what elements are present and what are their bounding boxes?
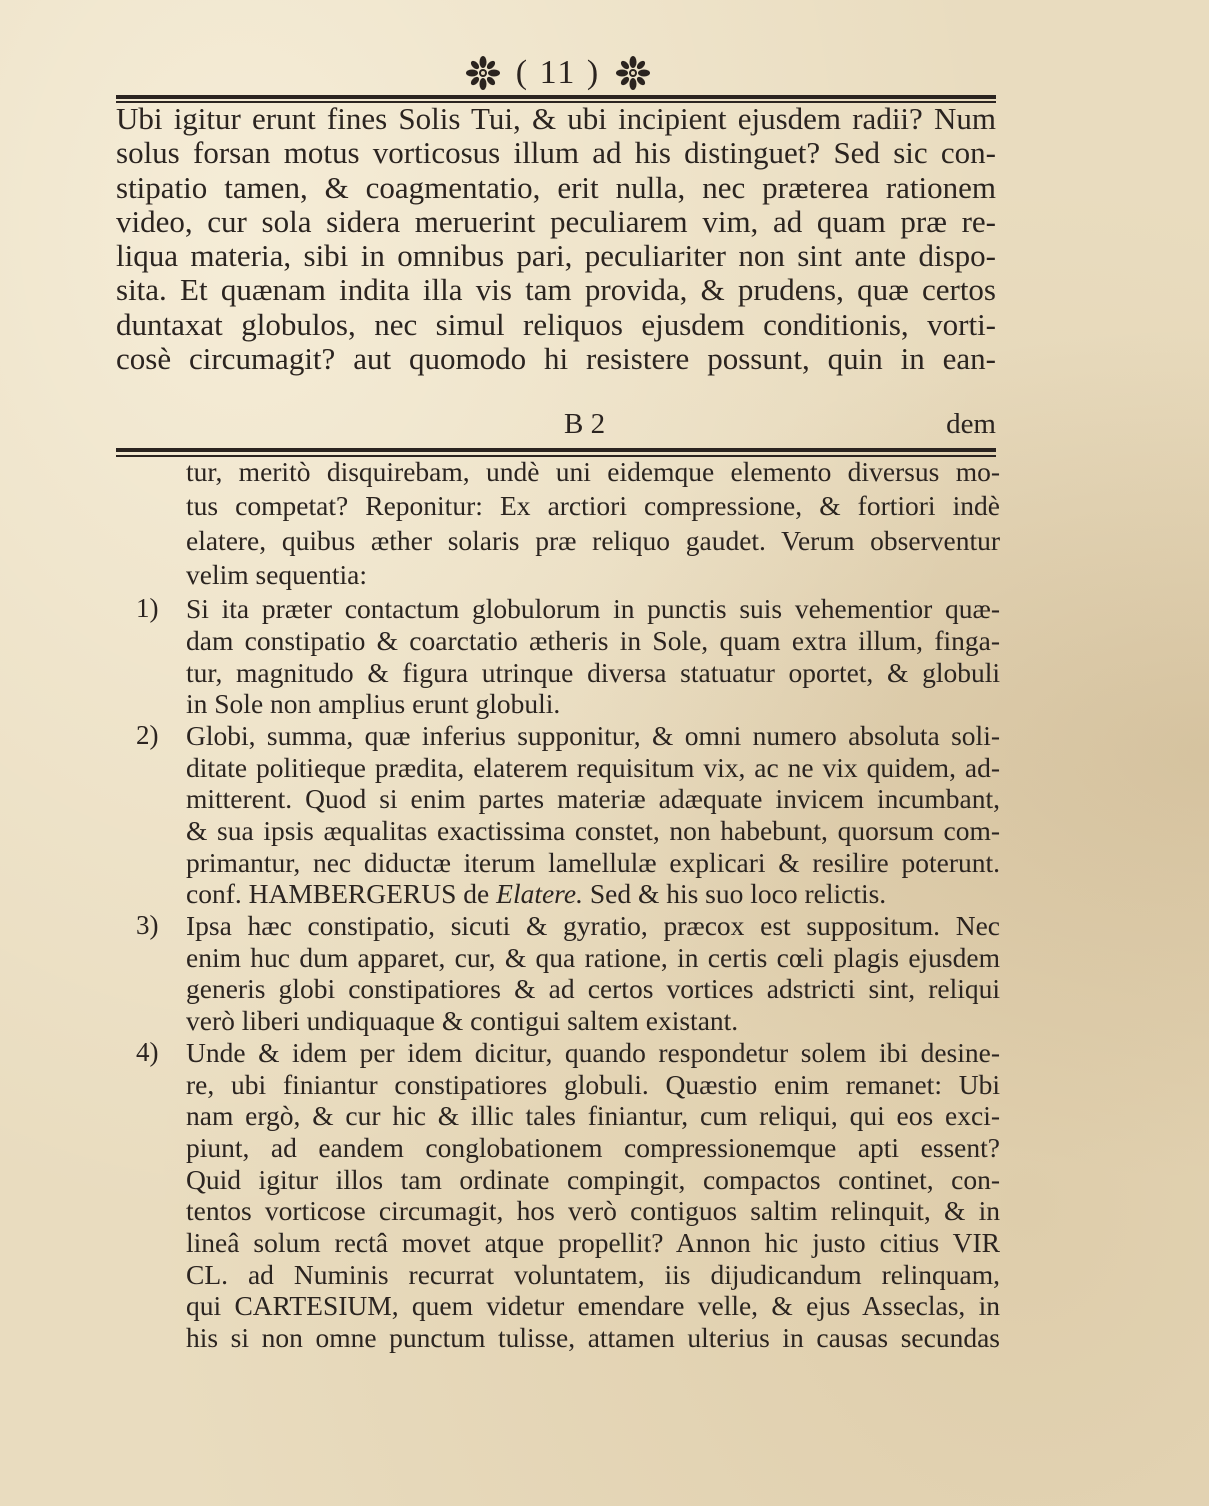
text-line: enim huc dum apparet, cur, & qua ratione, in certis cœli plagis ejusdem bbox=[186, 941, 1000, 973]
section-rule-thick bbox=[116, 448, 996, 452]
point-number: 4) bbox=[136, 1036, 159, 1067]
text-line: generis globi constipatiores & ad certos vortices adstricti sint, reliqui bbox=[186, 973, 1000, 1005]
text-line: ditate politieque prædita, elaterem requisitum vix, ac ne vix quidem, ad- bbox=[186, 751, 1000, 783]
text-line: solus forsan motus vorticosus illum ad his distinguet? Sed sic con- bbox=[116, 135, 996, 171]
text-line: video, cur sola sidera meruerint peculiarem vim, ad quam præ re- bbox=[116, 203, 996, 239]
text-line: dam constipatio & coarctatio ætheris in Sole, quam extra illum, finga- bbox=[186, 624, 1000, 656]
text-line: qui CARTESIUM, quem videtur emendare velle, & ejus Asseclas, in bbox=[186, 1290, 1000, 1322]
text-line: Ubi igitur erunt fines Solis Tui, & ubi incipient ejusdem radii? Num bbox=[116, 101, 996, 136]
text-line: cosè circumagit? aut quomodo hi resistere possunt, quin in ean- bbox=[116, 341, 996, 377]
fleuron-ornament-left-icon bbox=[466, 56, 500, 90]
main-text-block bbox=[116, 102, 996, 376]
point-number: 3) bbox=[136, 910, 159, 941]
text-line: stipatio tamen, & coagmentatio, erit nulla, nec præterea rationem bbox=[116, 169, 996, 205]
text-line: tus competat? Reponitur: Ex arctiori compressione, & fortiori indè bbox=[186, 490, 1000, 522]
text-line: & sua ipsis æqualitas exactissima constet, non habebunt, quorsum com- bbox=[186, 815, 1000, 846]
point-number: 1) bbox=[136, 593, 159, 624]
signature-mark: B 2 bbox=[564, 408, 606, 440]
text-line: Unde & idem per idem dicitur, quando respondetur solem ibi desine- bbox=[186, 1036, 1000, 1068]
page-number: ( 11 ) bbox=[515, 54, 601, 91]
text-line: CL. ad Numinis recurrat voluntatem, iis dijudicandum relinquam, bbox=[186, 1258, 1000, 1290]
text-segment: Sed & his suo loco relictis. bbox=[589, 878, 887, 910]
point-4 bbox=[138, 1037, 1000, 1354]
page-header bbox=[448, 50, 668, 96]
point-number: 2) bbox=[136, 719, 159, 750]
text-line: duntaxat globulos, nec simul reliquos ejusdem conditionis, vorti- bbox=[116, 306, 996, 342]
text-line: elatere, quibus æther solaris præ reliquo gaudet. Verum observentur bbox=[186, 524, 1000, 556]
text-line: sita. Et quænam indita illa vis tam provida, & prudens, quæ certos bbox=[116, 272, 996, 308]
text-line: tur, magnitudo & figura utrinque diversa statuatur oportet, & globuli bbox=[186, 656, 1000, 688]
intro-paragraph bbox=[138, 456, 1000, 593]
point-3 bbox=[138, 910, 1000, 1037]
text-line: Quid igitur illos tam ordinate compingit, compactos continet, con- bbox=[186, 1163, 1000, 1195]
point-1 bbox=[138, 593, 1000, 720]
text-line: in Sole non amplius erunt globuli. bbox=[186, 688, 561, 720]
text-line: Globi, summa, quæ inferius supponitur, & omni numero absoluta soli- bbox=[186, 719, 1000, 751]
text-line: nam ergò, & cur hic & illic tales finiantur, cum reliqui, qui eos exci- bbox=[186, 1100, 1000, 1132]
text-line: liqua materia, sibi in omnibus pari, peculiariter non sint ante dispo- bbox=[116, 238, 996, 274]
italic-title: Elatere. bbox=[496, 878, 583, 910]
header-rule-thick bbox=[116, 95, 996, 99]
signature-line bbox=[116, 408, 996, 442]
text-line: re, ubi finiantur constipatiores globuli. Quæstio enim remanet: Ubi bbox=[186, 1068, 1000, 1100]
fleuron-ornament-right-icon bbox=[616, 56, 650, 90]
catchword: dem bbox=[946, 408, 996, 440]
text-line: Ipsa hæc constipatio, sicuti & gyratio, præcox est suppositum. Nec bbox=[186, 910, 1000, 942]
footnote-block bbox=[138, 456, 1000, 1354]
text-line: velim sequentia: bbox=[186, 558, 367, 590]
text-line: his si non omne punctum tulisse, attamen ulterius in causas secundas bbox=[186, 1322, 1000, 1353]
text-line: Si ita præter contactum globulorum in punctis suis vehementior quæ- bbox=[186, 593, 1000, 625]
text-segment: conf. HAMBERGERUS de bbox=[186, 878, 490, 910]
text-line: tur, meritò disquirebam, undè uni eidemque elemento diversus mo- bbox=[186, 456, 1000, 487]
text-line: primantur, nec diductæ iterum lamellulæ explicari & resilire poterunt. bbox=[186, 846, 1000, 878]
text-line: piunt, ad eandem conglobationem compressionemque apti essent? bbox=[186, 1131, 1000, 1163]
text-line: tentos vorticose circumagit, hos verò contiguos saltim relinquit, & in bbox=[186, 1195, 1000, 1227]
text-line: verò liberi undiquaque & contigui saltem existant. bbox=[186, 1005, 739, 1037]
point-2 bbox=[138, 720, 1000, 910]
text-line: lineâ solum rectâ movet atque propellit? Annon hic justo citius VIR bbox=[186, 1226, 1000, 1258]
text-line: mitterent. Quod si enim partes materiæ adæquate invicem incumbant, bbox=[186, 783, 1000, 815]
text-line bbox=[186, 878, 1000, 910]
